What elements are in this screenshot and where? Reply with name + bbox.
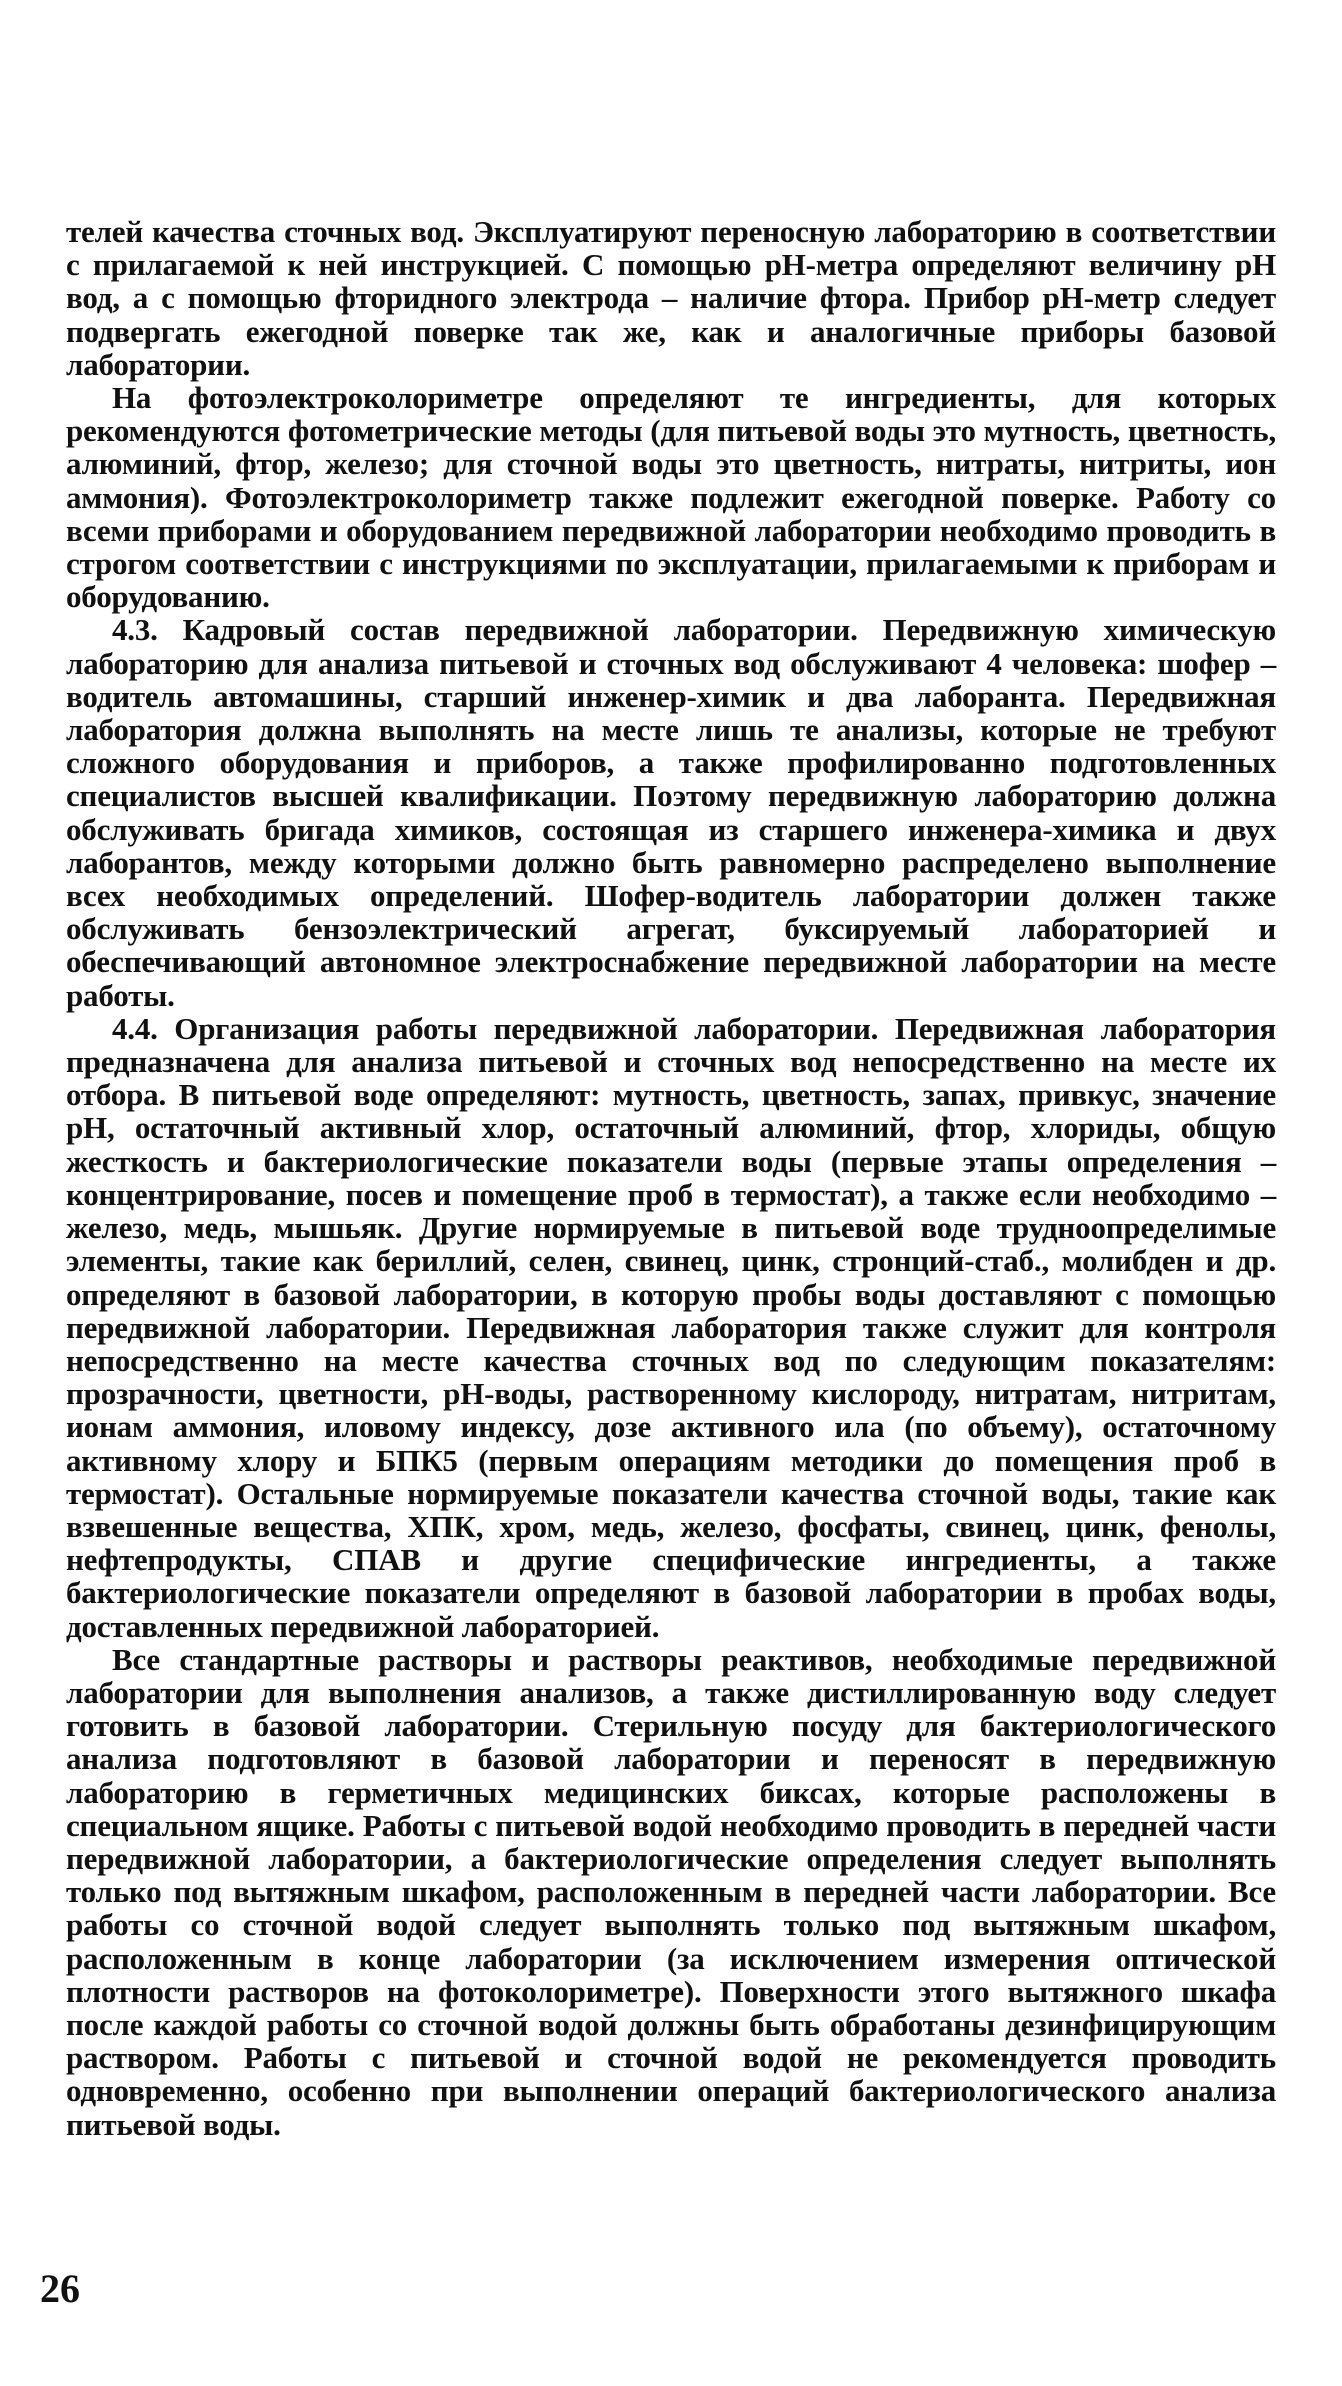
paragraph-section-4-4: 4.4. Организация работы передвижной лаборатории. Передвижная лаборатория предназначена для анализа питьевой и сточных вод непосредственно на месте их отбора. В питьевой воде определяют: мутность, цветность, запах, привкус, значение рН, остаточный активный хлор, остаточный алюминий, фтор, хлориды, общую жесткость и бактериологические показатели воды (первые этапы определения – концентрирование, посев и помещение проб в термостат), а также если необходимо – железо, медь, мышьяк. Другие нормируемые в питьевой воде трудноопределимые элементы, такие как бериллий, селен, свинец, цинк, стронций-стаб., молибден и др. определяют в базовой лаборатории, в которую пробы воды доставляют с помощью передвижной лаборатории. Передвижная лаборатория также служит для контроля непосредственно на месте качества сточных вод по следующим показателям: прозрачности, цветности, рН-воды, растворенному кислороду, нитратам, нитритам, ионам аммония, иловому индексу, дозе активного ила (по объему), остаточному активному хлору и БПК5 (первым операциям методики до помещения проб в термостат). Остальные нормируемые показатели качества сточной воды, такие как взвешенные вещества, ХПК, хром, медь, железо, фосфаты, свинец, цинк, фенолы, нефтепродукты, СПАВ и другие специфические ингредиенты, а также бактериологические показатели определяют в базовой лаборатории в пробах воды, доставленных передвижной лабораторией.	[66, 1010, 1276, 1644]
paragraph-photocolorimeter: На фотоэлектроколориметре определяют те ингредиенты, для которых рекомендуются фотометрические методы (для питьевой воды это мутность, цветность, алюминий, фтор, железо; для сточной воды это цветность, нитраты, нитриты, ион аммония). Фотоэлектроколориметр также подлежит ежегодной поверке. Работу со всеми приборами и оборудованием передвижной лаборатории необходимо проводить в строгом соответствии с инструкциями по эксплуатации, прилагаемыми к приборам и оборудованию.	[66, 380, 1276, 615]
page-number: 26	[40, 2266, 80, 2311]
page-body	[66, 215, 1276, 2141]
paragraph-solutions: Все стандартные растворы и растворы реактивов, необходимые передвижной лаборатории для выполнения анализов, а также дистиллированную воду следует готовить в базовой лаборатории. Стерильную посуду для бактериологического анализа подготовляют в базовой лаборатории и переносят в передвижную лабораторию в герметичных медицинских биксах, которые расположены в специальном ящике. Работы с питьевой водой необходимо проводить в передней части передвижной лаборатории, а бактериологические определения следует выполнять только под вытяжным шкафом, расположенным в передней части лаборатории. Все работы со сточной водой следует выполнять только под вытяжным шкафом, расположенным в конце лаборатории (за исключением измерения оптической плотности растворов на фотоколориметре). Поверхности этого вытяжного шкафа после каждой работы со сточной водой должны быть обработаны дезинфицирующим раствором. Работы с питьевой и сточной водой не рекомендуется проводить одновременно, особенно при выполнении операций бактериологического анализа питьевой воды.	[66, 1641, 1276, 2142]
paragraph-continuation: телей качества сточных вод. Эксплуатируют переносную лабораторию в соответствии с прилагаемой к ней инструкцией. С помощью рН-метра определяют величину рН вод, а с помощью фторидного электрода – наличие фтора. Прибор рН-метр следует подвергать ежегодной поверке так же, как и аналогичные приборы базовой лаборатории.	[66, 214, 1276, 382]
paragraph-section-4-3: 4.3. Кадровый состав передвижной лаборатории. Передвижную химическую лабораторию для анализа питьевой и сточных вод обслуживают 4 человека: шофер – водитель автомашины, старший инженер-химик и два лаборанта. Передвижная лаборатория должна выполнять на месте лишь те анализы, которые не требуют сложного оборудования и приборов, а также профилированно подготовленных специалистов высшей квалификации. Поэтому передвижную лабораторию должна обслуживать бригада химиков, состоящая из старшего инженера-химика и двух лаборантов, между которыми должно быть равномерно распределено выполнение всех необходимых определений. Шофер-водитель лаборатории должен также обслуживать бензоэлектрический агрегат, буксируемый лабораторией и обеспечивающий автономное электроснабжение передвижной лаборатории на месте работы.	[66, 612, 1276, 1013]
